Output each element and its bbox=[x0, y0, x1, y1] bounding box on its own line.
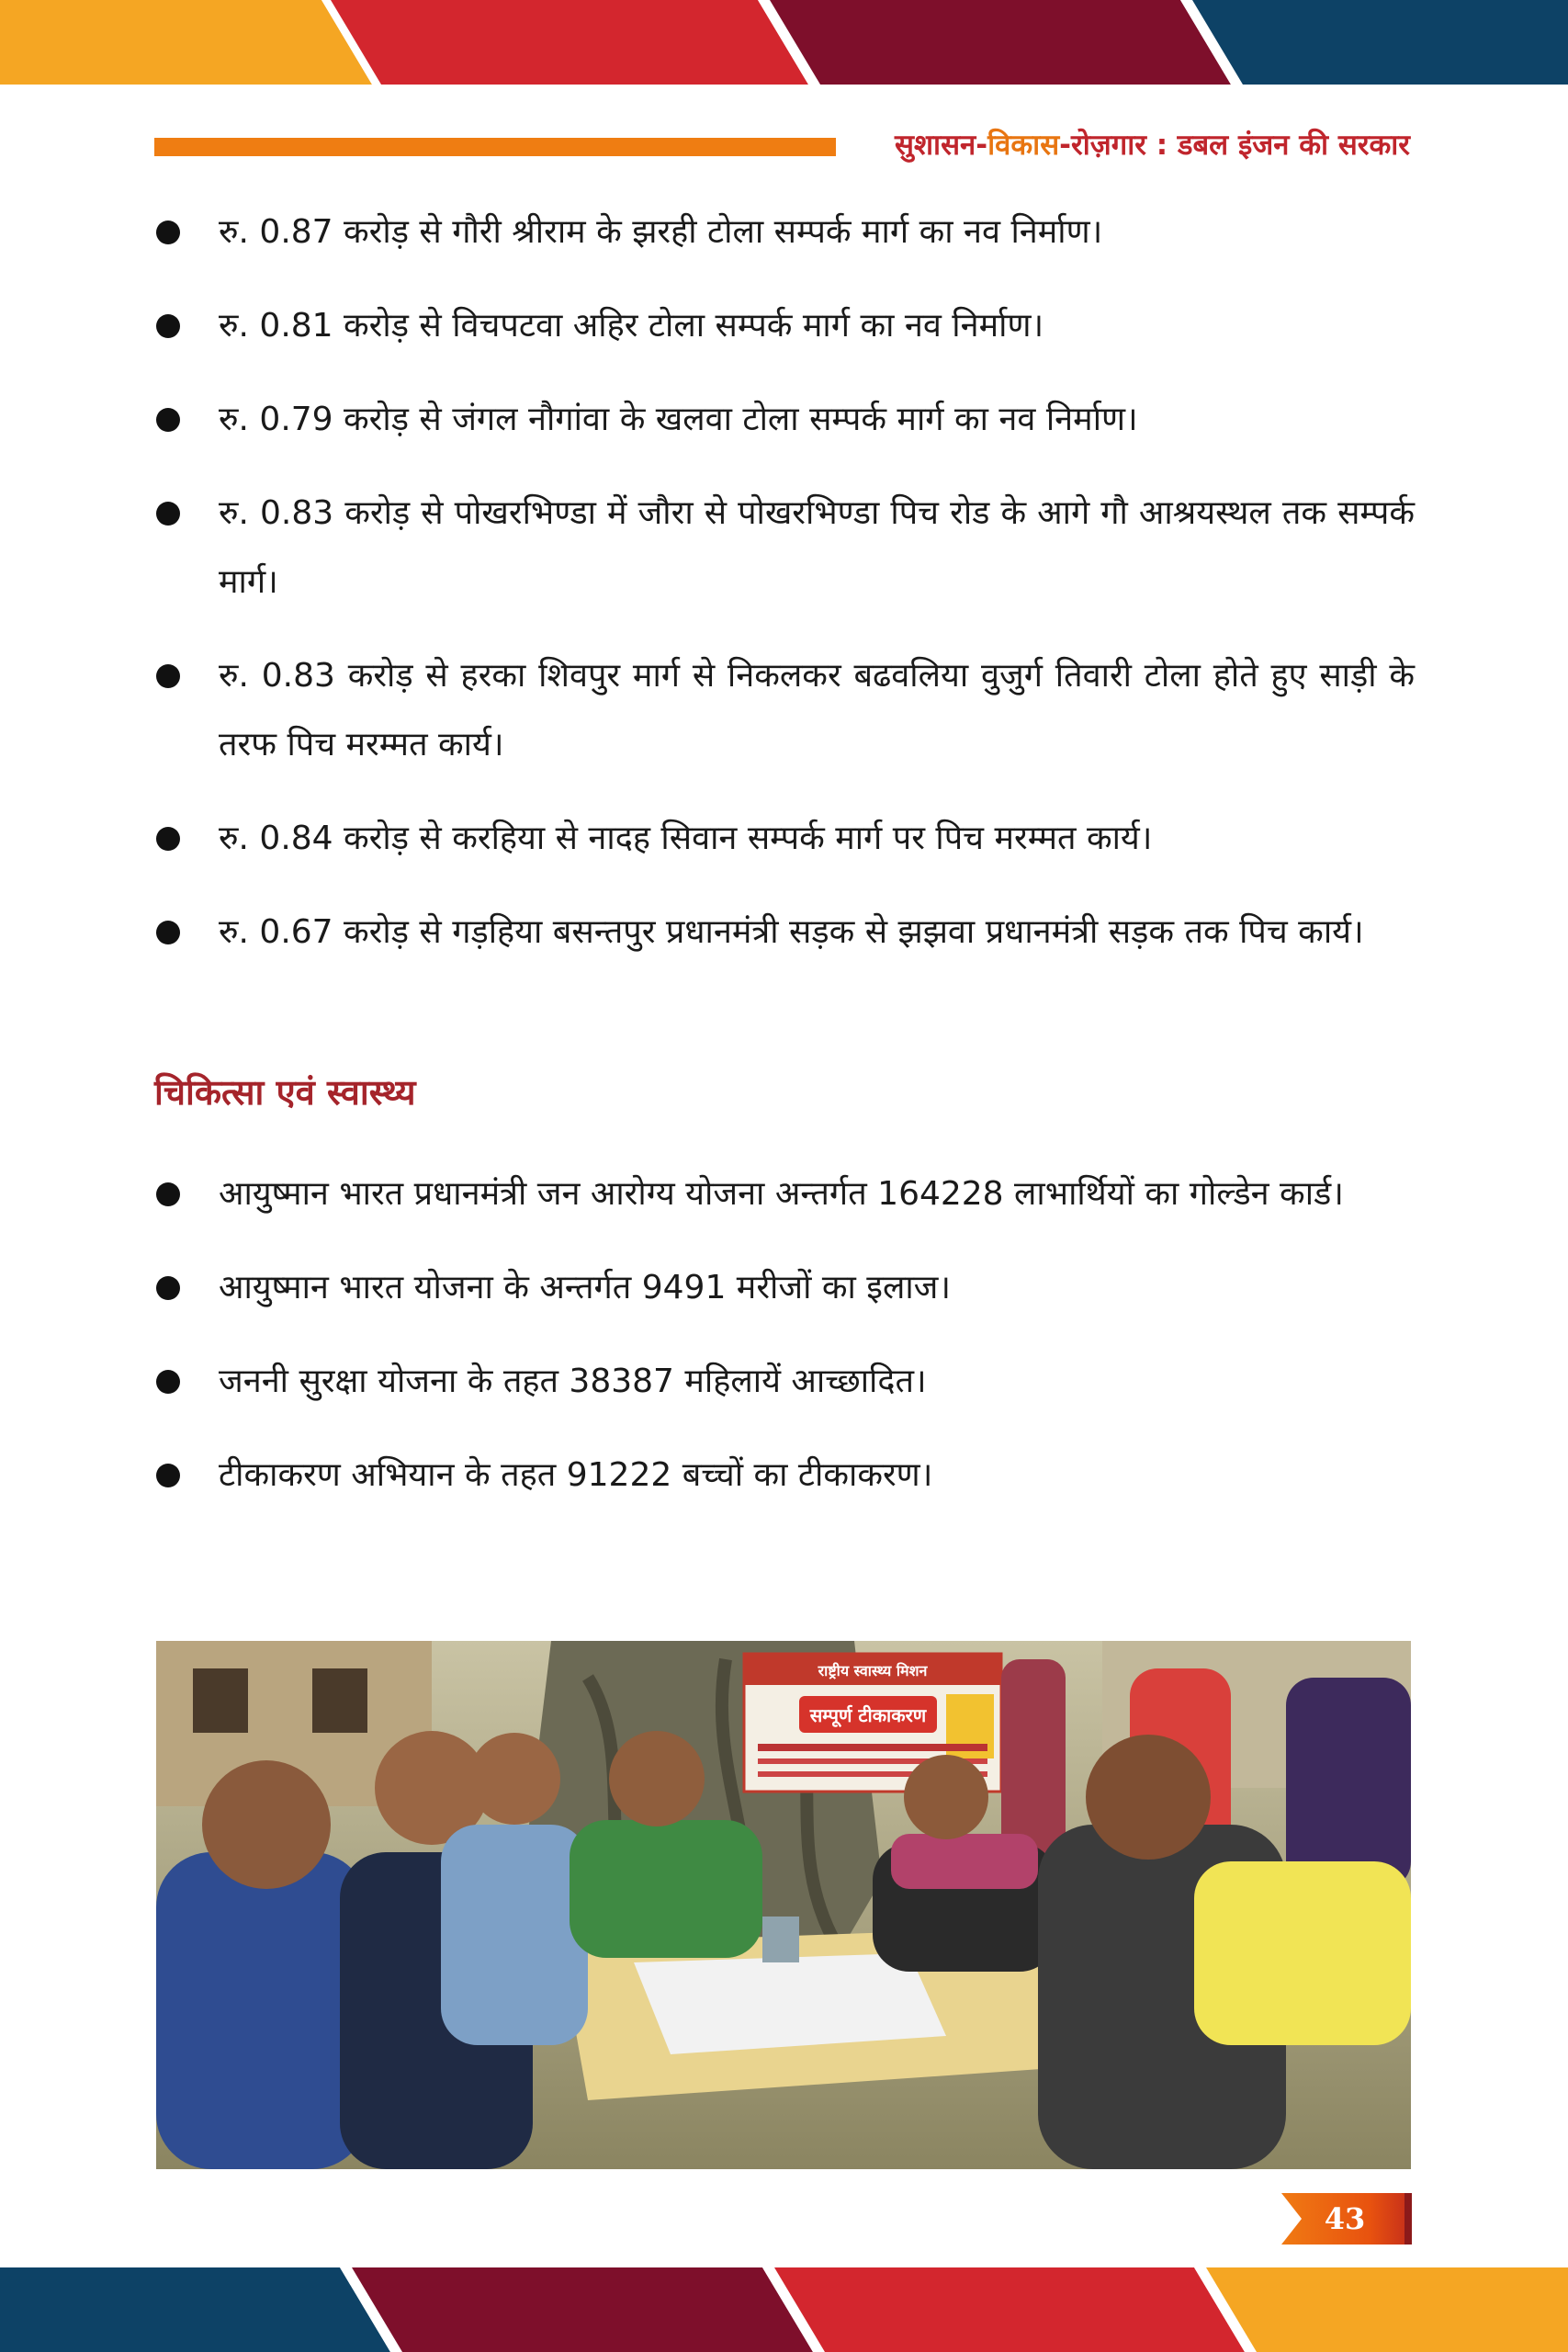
page-number-tab bbox=[1281, 2193, 1408, 2245]
list-item: रु. 0.83 करोड़ से पोखरभिण्डा में जौरा से पोखरभिण्डा पिच रोड के आगे गौ आश्रयस्थल तक सम्पर्क मार्ग। bbox=[154, 479, 1415, 616]
list-item: रु. 0.83 करोड़ से हरका शिवपुर मार्ग से निकलकर बढवलिया वुजुर्ग तिवारी टोला होते हुए साड़ी के तरफ पिच मरम्मत कार्य। bbox=[154, 641, 1415, 779]
list-item: रु. 0.67 करोड़ से गड़हिया बसन्तपुर प्रधानमंत्री सड़क से झझवा प्रधानमंत्री सड़क तक पिच कार्य। bbox=[154, 898, 1415, 967]
list-item: रु. 0.84 करोड़ से करहिया से नादह सिवान सम्पर्क मार्ग पर पिच मरम्मत कार्य। bbox=[154, 804, 1415, 873]
list-item: रु. 0.81 करोड़ से विचपटवा अहिर टोला सम्पर्क मार्ग का नव निर्माण। bbox=[154, 291, 1415, 360]
vaccination-camp-photo bbox=[156, 1641, 1411, 2169]
health-bullet-list bbox=[154, 1159, 1415, 1510]
header-title-part-2: विकास bbox=[987, 129, 1060, 162]
list-item: आयुष्मान भारत योजना के अन्तर्गत 9491 मरीजों का इलाज। bbox=[154, 1253, 1415, 1322]
top-color-band bbox=[0, 0, 1568, 85]
header-title-part-1: सुशासन- bbox=[895, 129, 988, 162]
page-number: 43 bbox=[1324, 2201, 1366, 2236]
header-title-part-3: -रोज़गार : डबल इंजन की सरकार bbox=[1059, 129, 1410, 162]
list-item: रु. 0.79 करोड़ से जंगल नौगांवा के खलवा टोला सम्पर्क मार्ग का नव निर्माण। bbox=[154, 385, 1415, 454]
list-item: टीकाकरण अभियान के तहत 91222 बच्चों का टीकाकरण। bbox=[154, 1441, 1415, 1510]
bottom-color-band bbox=[0, 2267, 1568, 2352]
roads-bullet-list bbox=[154, 198, 1415, 967]
list-item: आयुष्मान भारत प्रधानमंत्री जन आरोग्य योजना अन्तर्गत 164228 लाभार्थियों का गोल्डेन कार्ड। bbox=[154, 1159, 1415, 1228]
banner-title: सम्पूर्ण टीकाकरण bbox=[809, 1704, 927, 1726]
list-item: रु. 0.87 करोड़ से गौरी श्रीराम के झरही टोला सम्पर्क मार्ग का नव निर्माण। bbox=[154, 198, 1415, 266]
list-item: जननी सुरक्षा योजना के तहत 38387 महिलायें आच्छादित। bbox=[154, 1347, 1415, 1416]
header-rule bbox=[154, 138, 836, 156]
header-title bbox=[895, 125, 1410, 164]
banner-subtitle: राष्ट्रीय स्वास्थ्य मिशन bbox=[818, 1662, 928, 1679]
section-heading-health: चिकित्सा एवं स्वास्थ्य bbox=[154, 1072, 416, 1113]
